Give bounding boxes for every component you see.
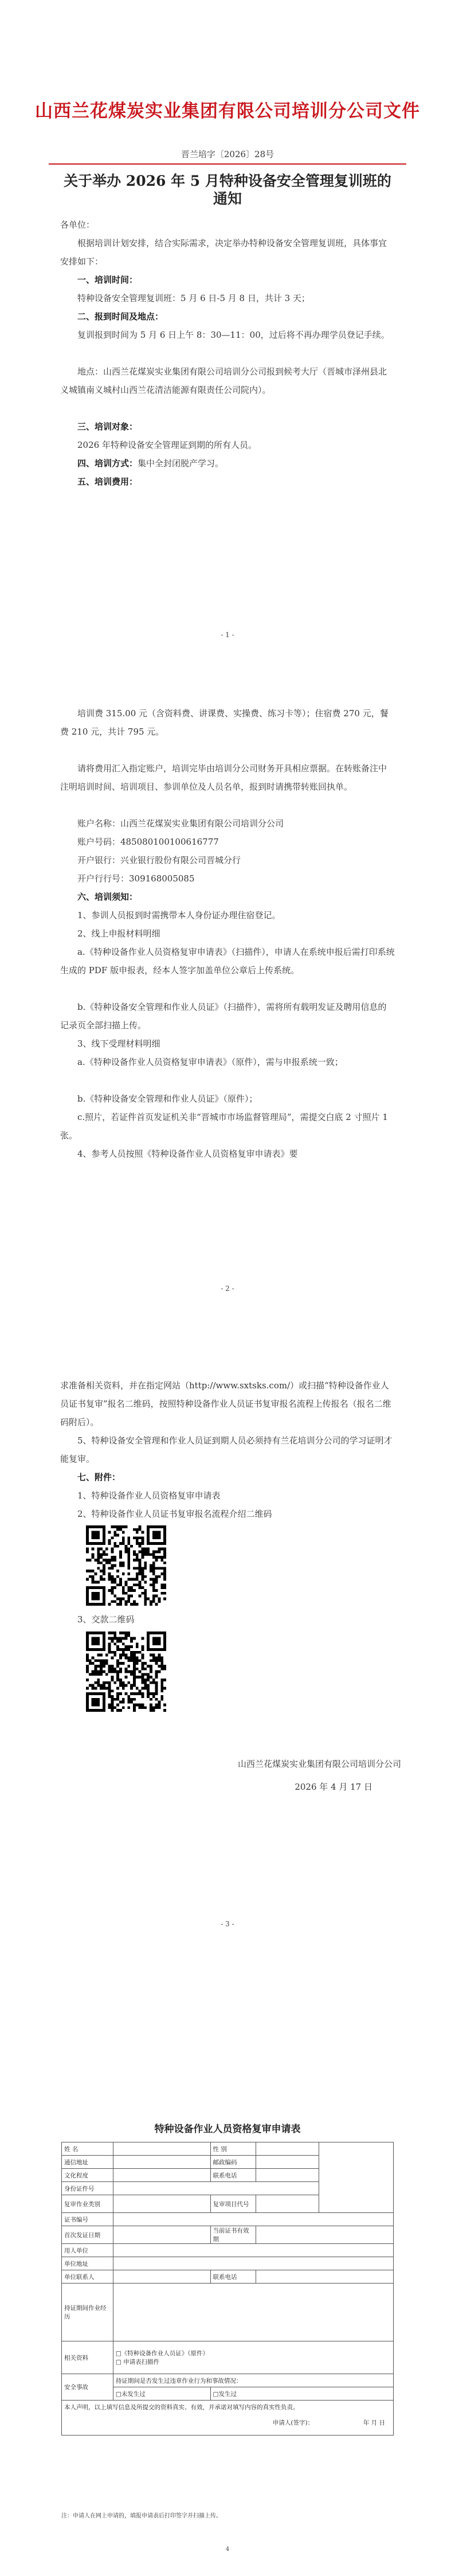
registration-qr-code [86,1525,166,1606]
fee-paragraph: 培训费 315.00 元（含资料费、讲课费、实操费、练习卡等）；住宿费 270 元，餐费 210 元，共计 795 元。 [60,708,389,737]
salutation: 各单位： [60,220,95,230]
form-field-postcode[interactable] [256,2156,319,2169]
form-field-phone[interactable] [256,2169,319,2182]
section-1-text: 特种设备安全管理复训班：5 月 6 日-5 月 8 日，共计 3 天； [77,293,310,303]
notice-item-4: 4、参考人员按照《特种设备作业人员资格复审申请表》要 [77,1149,298,1159]
form-field-contact[interactable] [113,2270,210,2284]
intro-paragraph: 根据培训计划安排，结合实际需求，决定举办特种设备安全管理复训班，具体事宜安排如下： [60,238,387,267]
form-field-education[interactable] [113,2169,210,2182]
section-4-row [77,454,398,473]
notice-item-4-continued: 求准备相关资料，并在指定网站（http://www.sxtsks.com/）或扫描“特种设备作业人员证书复审”报名二维码，按照特种设备作业人员证书复审报名流程上传报名（报名二维码附后）。 [60,1380,391,1427]
page-number-4: 4 [225,2546,230,2552]
form-title: 特种设备作业人员资格复审申请表 [154,2124,301,2135]
account-number: 账户号码：485080100100616777 [77,837,219,847]
form-label-cert-type: 复审作业类别 [62,2195,113,2213]
accident-option-yes[interactable]: □发生过 [210,2387,393,2401]
form-label-id: 身份证件号 [62,2182,113,2195]
form-row-dates [62,2226,394,2244]
form-label-postcode: 邮政编码 [210,2156,256,2169]
form-label-employer-address: 单位地址 [62,2257,113,2270]
form-field-contact-phone[interactable] [256,2270,394,2284]
section-3-heading: 三、培训对象： [77,421,138,432]
document-number: 晋兰培字〔2026〕28号 [181,149,274,159]
form-label-validity: 当前证书有效期 [210,2226,256,2244]
notice-item-3a: a.《特种设备作业人员资格复审申请表》（原件），需与申报系统一致； [77,1057,343,1067]
payment-qr-code [86,1632,166,1712]
form-row-employer-address [62,2257,394,2270]
form-field-name[interactable] [113,2142,210,2156]
section-6-heading: 六、培训须知： [77,892,138,902]
section-2-checkin-time: 地点：山西兰花煤炭实业集团有限公司培训分公司报到候考大厅（晋城市泽州县北义城镇南义城村山西兰花清洁能源有限责任公司院内）。 [60,366,387,395]
form-label-accident: 安全事故 [62,2374,113,2401]
form-label-address: 通信地址 [62,2156,113,2169]
form-row-work-history [62,2284,394,2341]
form-field-gender[interactable] [256,2142,319,2156]
form-label-name: 姓 名 [62,2142,113,2156]
form-label-contact-phone: 联系电话 [210,2270,256,2284]
notice-item-2b: b.《特种设备安全管理和作业人员证》（扫描件），需将所有载明发证及聘用信息的记录页全部扫描上传。 [60,1002,387,1031]
section-2-heading: 二、报到时间及地点： [77,311,164,322]
form-label-gender: 性 别 [210,2142,256,2156]
notice-item-2: 2、线上申报材料明细 [77,928,160,939]
form-field-id[interactable] [113,2182,319,2195]
section-2-location: 复训报到时间为 5 月 6 日上午 8：30—11：00，过后将不再办理学员登记手续。 [77,330,390,340]
account-name: 账户名称：山西兰花煤炭实业集团有限公司培训分公司 [77,818,284,829]
section-4-text: 集中全封闭脱产学习。 [138,458,224,469]
form-field-cert-type[interactable] [113,2195,210,2213]
form-field-employer-address[interactable] [113,2257,393,2270]
form-field-validity[interactable] [256,2226,394,2244]
bank-name: 开户银行：兴业银行股份有限公司晋城分行 [77,855,241,865]
bank-code: 开户行行号：309168005085 [77,873,195,884]
page-number-1: - 1 - [221,631,234,639]
form-footnote: 注：申请人在网上申请的，填报申请表后打印签字并扫描上传。 [61,2513,222,2519]
signature-date-label: 年 月 日 [363,2419,385,2426]
notice-item-5: 5、特种设备安全管理和作业人员证到期人员必须持有兰花培训分公司的学习证明才能复审。 [60,1435,393,1464]
org-title: 山西兰花煤炭实业集团有限公司培训分公司文件 [35,101,420,121]
signing-date: 2026 年 4 月 17 日 [295,1782,372,1792]
form-row-accident-question [62,2374,394,2387]
notice-title: 关于举办 2026 年 5 月特种设备安全管理复训班的通知 [64,173,391,207]
section-7-heading: 七、附件： [77,1472,121,1482]
material-checkbox-2[interactable]: □ 申请表扫描件 [115,2359,160,2366]
form-label-education: 文化程度 [62,2169,113,2182]
form-label-contact: 单位联系人 [62,2270,113,2284]
declaration-text: 本人声明，以上填写信息及所提交的资料真实、有效，并承诺对填写内容的真实性负责。 [64,2404,299,2411]
section-3-text: 2026 年特种设备安全管理证到期的所有人员。 [77,440,257,450]
form-label-phone: 联系电话 [210,2169,256,2182]
material-checkbox-1[interactable]: □《特种设备作业人员证》（原件） [115,2350,209,2357]
accident-question: 持证期间是否发生过违章作业行为和事故情况： [113,2374,393,2387]
form-label-first-date: 首次发证日期 [62,2226,113,2244]
notice-item-1: 1、参训人员报到时需携带本人身份证办理住宿登记。 [77,910,281,920]
form-label-cert-code: 复审项目代号 [210,2195,256,2213]
form-field-materials [113,2341,393,2374]
red-divider-line [49,163,406,165]
form-row-declaration [62,2401,394,2436]
page-number-3: - 3 - [221,1920,234,1928]
form-field-cert-code[interactable] [256,2195,319,2213]
attachment-3: 3、交款二维码 [77,1614,135,1625]
attachment-1: 1、特种设备作业人员资格复审申请表 [77,1490,221,1501]
form-field-cert-no[interactable] [113,2213,393,2226]
notice-item-3b: b.《特种设备安全管理和作业人员证》（原件）； [77,1094,258,1104]
notice-item-3: 3、线下受理材料明细 [77,1039,160,1049]
signing-organization: 山西兰花煤炭实业集团有限公司培训分公司 [237,1759,401,1769]
form-label-employer: 用人单位 [62,2244,113,2257]
form-field-work-history[interactable] [113,2284,393,2341]
section-4-heading: 四、培训方式： [77,458,138,469]
form-row-cert-no [62,2213,394,2226]
form-row-name [62,2142,394,2156]
section-5-heading: 五、培训费用： [77,477,138,487]
signature-label: 申请人(签字)： [272,2419,314,2426]
page-number-2: - 2 - [221,1285,234,1293]
form-field-employer[interactable] [113,2244,393,2257]
declaration-cell [62,2401,394,2436]
notice-item-2a: a.《特种设备作业人员资格复审申请表》（扫描件），申请人在系统申报后需打印系统生成的 PDF 版申报表，经本人签字加盖单位公章后上传系统。 [60,947,395,975]
application-form-table [61,2142,394,2436]
photo-box [319,2142,394,2213]
notice-item-3c: c.照片，若证件首页发证机关非“晋城市市场监督管理局”，需提交白底 2 寸照片 1 张。 [60,1112,388,1141]
form-field-first-date[interactable] [113,2226,210,2244]
accident-option-no[interactable]: □未发生过 [113,2387,210,2401]
form-label-materials: 相关资料 [62,2341,113,2374]
section-1-heading: 一、培训时间： [77,275,138,285]
form-label-cert-no: 证书编号 [62,2213,113,2226]
form-row-contact [62,2270,394,2284]
signature-line [64,2418,391,2427]
form-row-employer [62,2244,394,2257]
transfer-instructions: 请将费用汇入指定账户，培训完毕由培训分公司财务开具相应票据。在转账备注中注明培训时间、培训项目、参训单位及人员名单，报到时请携带转账回执单。 [60,763,387,792]
form-row-materials [62,2341,394,2374]
form-label-work-history: 持证期间作业经历 [62,2284,113,2341]
attachment-2: 2、特种设备作业人员证书复审报名流程介绍二维码 [77,1509,272,1519]
form-field-address[interactable] [113,2156,210,2169]
